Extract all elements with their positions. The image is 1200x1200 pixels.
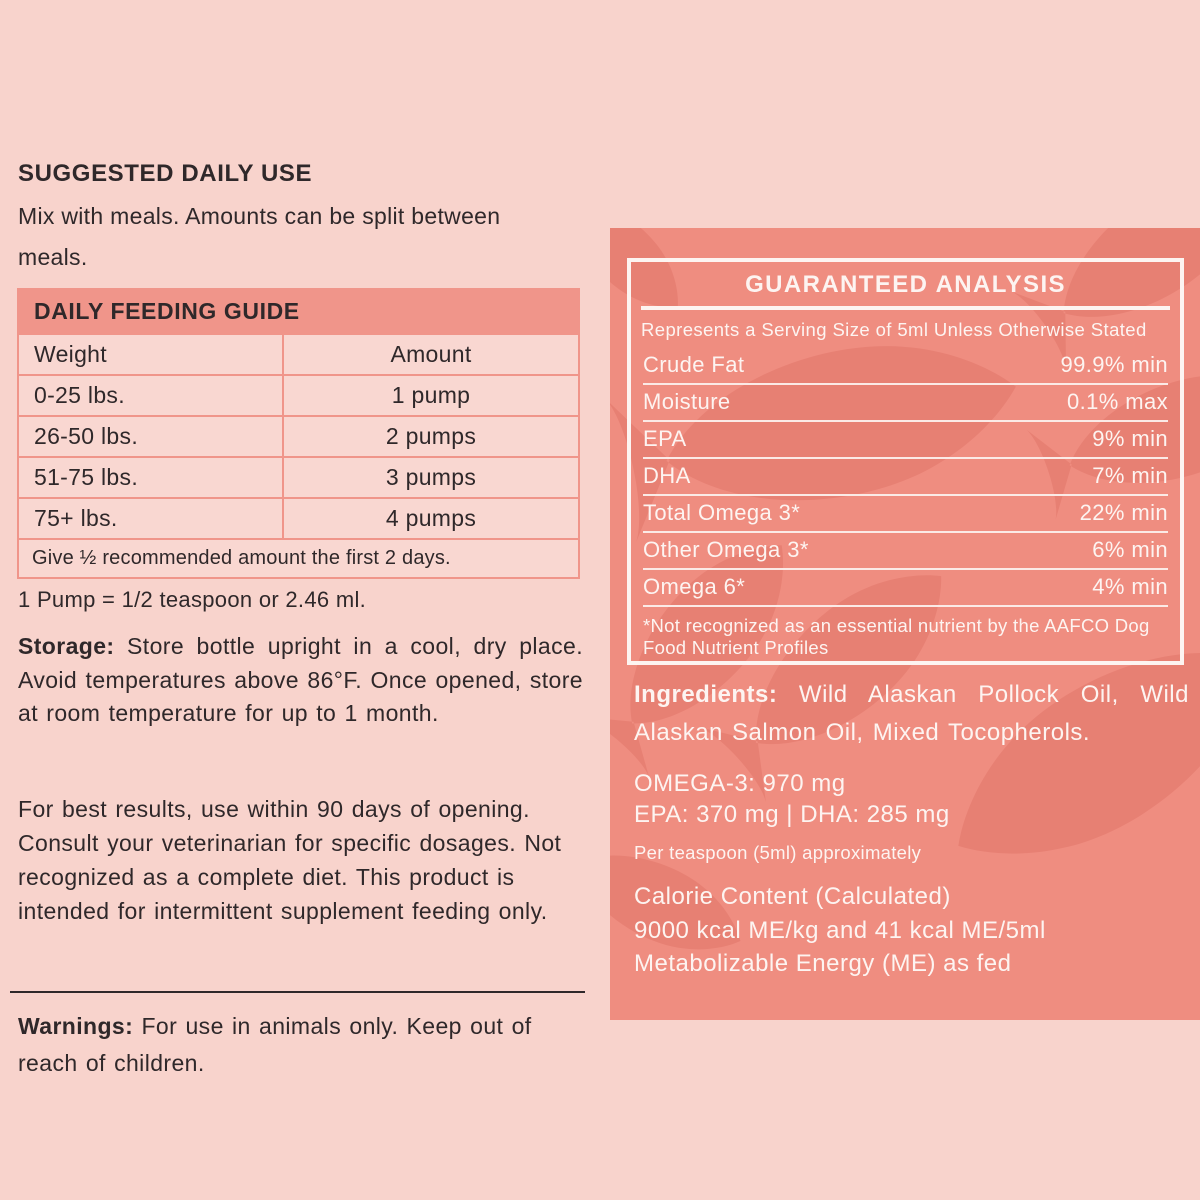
table-row [18,457,579,498]
nutrient-value: 99.9% min [1060,352,1168,377]
table-row [18,498,579,539]
calorie-content [634,880,1046,981]
omega3-total: OMEGA-3: 970 mg [634,770,846,797]
weight-cell: 75+ lbs. [18,498,283,539]
analysis-row [643,385,1168,422]
table-title-row [18,289,579,334]
table-footnote-row [18,539,579,578]
aafco-footnote: *Not recognized as an essential nutrient by the AAFCO Dog Food Nutrient Profiles [643,615,1150,658]
warnings-label: Warnings: [18,1013,134,1039]
storage-label: Storage: [18,633,115,659]
analysis-rows [643,348,1168,607]
warnings-paragraph [18,1008,584,1082]
suggested-daily-use-body: Mix with meals. Amounts can be split between meals. [18,203,501,270]
nutrient-label: Other Omega 3* [643,537,809,562]
guaranteed-analysis-panel [610,228,1200,1020]
amount-cell: 3 pumps [283,457,579,498]
guaranteed-analysis-title: GUARANTEED ANALYSIS [745,271,1066,298]
pump-equivalence-note: 1 Pump = 1/2 teaspoon or 2.46 ml. [18,587,367,612]
table-row [18,375,579,416]
weight-cell: 0-25 lbs. [18,375,283,416]
nutrient-label: Omega 6* [643,574,746,599]
column-header-weight: Weight [18,334,283,375]
nutrient-value: 22% min [1079,500,1168,525]
per-teaspoon-note: Per teaspoon (5ml) approximately [634,842,922,863]
ingredients-body: Wild Alaskan Pollock Oil, Wild Alaskan Salmon Oil, Mixed Tocopherols. [634,681,1189,746]
storage-paragraph [18,630,583,731]
column-header-amount: Amount [283,334,579,375]
serving-size-subtitle: Represents a Serving Size of 5ml Unless Otherwise Stated [641,319,1147,340]
analysis-row [643,348,1168,385]
amount-cell: 1 pump [283,375,579,416]
metabolizable-energy-note: Metabolizable Energy (ME) as fed [634,950,1012,977]
divider [10,991,585,993]
ingredients-paragraph [634,676,1189,752]
ingredients-label: Ingredients: [634,681,778,708]
epa-dha-values: EPA: 370 mg | DHA: 285 mg [634,801,950,828]
analysis-row [643,459,1168,496]
guaranteed-analysis-box [627,258,1184,665]
title-underline [641,306,1170,310]
nutrient-value: 9% min [1092,426,1168,451]
table-row [18,416,579,457]
amount-cell: 4 pumps [283,498,579,539]
best-results-paragraph: For best results, use within 90 days of opening. Consult your veterinarian for specific dosages. Not recognized as a complete diet. This product is intended for intermittent supplement feeding only. [18,796,562,924]
calorie-values: 9000 kcal ME/kg and 41 kcal ME/5ml [634,916,1046,944]
calorie-title: Calorie Content (Calculated) [634,883,951,910]
analysis-row [643,422,1168,459]
nutrient-value: 7% min [1092,463,1168,488]
suggested-daily-use-title: SUGGESTED DAILY USE [18,160,313,187]
nutrient-label: Moisture [643,389,731,414]
nutrient-value: 0.1% max [1066,389,1168,414]
nutrient-value: 4% min [1092,574,1168,599]
analysis-row [643,496,1168,533]
omega-content [634,768,950,868]
warnings-body: For use in animals only. Keep out of reach of children. [18,1013,532,1076]
analysis-row [643,570,1168,607]
amount-cell: 2 pumps [283,416,579,457]
feeding-guide-title: DAILY FEEDING GUIDE [18,289,579,334]
table-header-row [18,334,579,375]
weight-cell: 51-75 lbs. [18,457,283,498]
storage-body: Store bottle upright in a cool, dry place. Avoid temperatures above 86°F. Once opened, store at room temperature for up to 1 month. [18,633,583,726]
nutrient-value: 6% min [1092,537,1168,562]
daily-feeding-guide-table [17,288,580,579]
nutrient-label: DHA [643,463,691,488]
nutrient-label: Total Omega 3* [643,500,801,525]
nutrient-label: EPA [643,426,687,451]
nutrient-label: Crude Fat [643,352,745,377]
weight-cell: 26-50 lbs. [18,416,283,457]
feeding-guide-footnote: Give ½ recommended amount the first 2 days. [18,539,579,578]
analysis-row [643,533,1168,570]
